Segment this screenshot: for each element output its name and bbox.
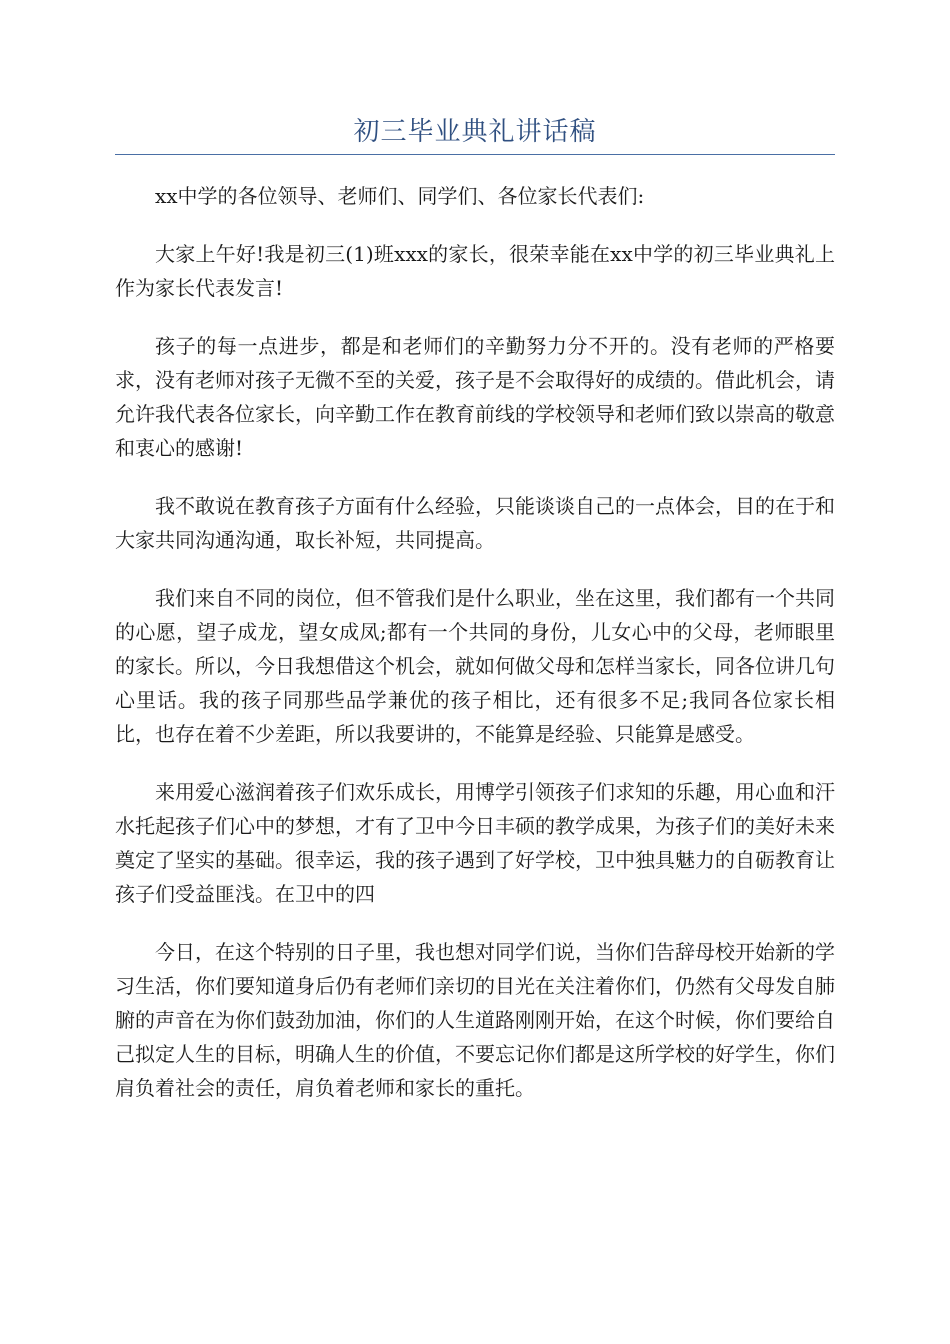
paragraph-school: 来用爱心滋润着孩子们欢乐成长，用博学引领孩子们求知的乐趣，用心血和汗水托起孩子们心中的梦想，才有了卫中今日丰硕的教学成果，为孩子们的美好未来奠定了坚实的基础。很幸运，我的孩子遇到了好学校，卫中独具魅力的自砺教育让孩子们受益匪浅。在卫中的四 (115, 780, 835, 906)
document-body (115, 179, 835, 1129)
document-title: 初三毕业典礼讲话稿 (353, 117, 597, 147)
paragraph-students: 今日，在这个特别的日子里，我也想对同学们说，当你们告辞母校开始新的学习生活，你们要知道身后仍有老师们亲切的目光在关注着你们，仍然有父母发自肺腑的声音在为你们鼓劲加油，你们的人生道路刚刚开始，在这个时候，你们要给自己拟定人生的目标，明确人生的价值，不要忘记你们都是这所学校的好学生，你们肩负着社会的责任，肩负着老师和家长的重托。 (115, 940, 835, 1100)
title-underline (115, 154, 835, 155)
paragraph-salutation: xx中学的各位领导、老师们、同学们、各位家长代表们: (155, 184, 645, 208)
paragraph-experience: 我不敢说在教育孩子方面有什么经验，只能谈谈自己的一点体会，目的在于和大家共同沟通沟通，取长补短，共同提高。 (115, 494, 835, 552)
paragraph-parents: 我们来自不同的岗位，但不管我们是什么职业，坐在这里，我们都有一个共同的心愿，望子成龙，望女成凤;都有一个共同的身份，儿女心中的父母，老师眼里的家长。所以，今日我想借这个机会，就如何做父母和怎样当家长，同各位讲几句心里话。我的孩子同那些品学兼优的孩子相比，还有很多不足;我同各位家长相比，也存在着不少差距，所以我要讲的，不能算是经验、只能算是感受。 (115, 586, 835, 746)
paragraph-greeting: 大家上午好!我是初三(1)班xxx的家长，很荣幸能在xx中学的初三毕业典礼上作为家长代表发言! (115, 242, 835, 300)
paragraph-thanks: 孩子的每一点进步，都是和老师们的辛勤努力分不开的。没有老师的严格要求，没有老师对孩子无微不至的关爱，孩子是不会取得好的成绩的。借此机会，请允许我代表各位家长，向辛勤工作在教育前线的学校领导和老师们致以崇高的敬意和衷心的感谢! (115, 334, 835, 460)
